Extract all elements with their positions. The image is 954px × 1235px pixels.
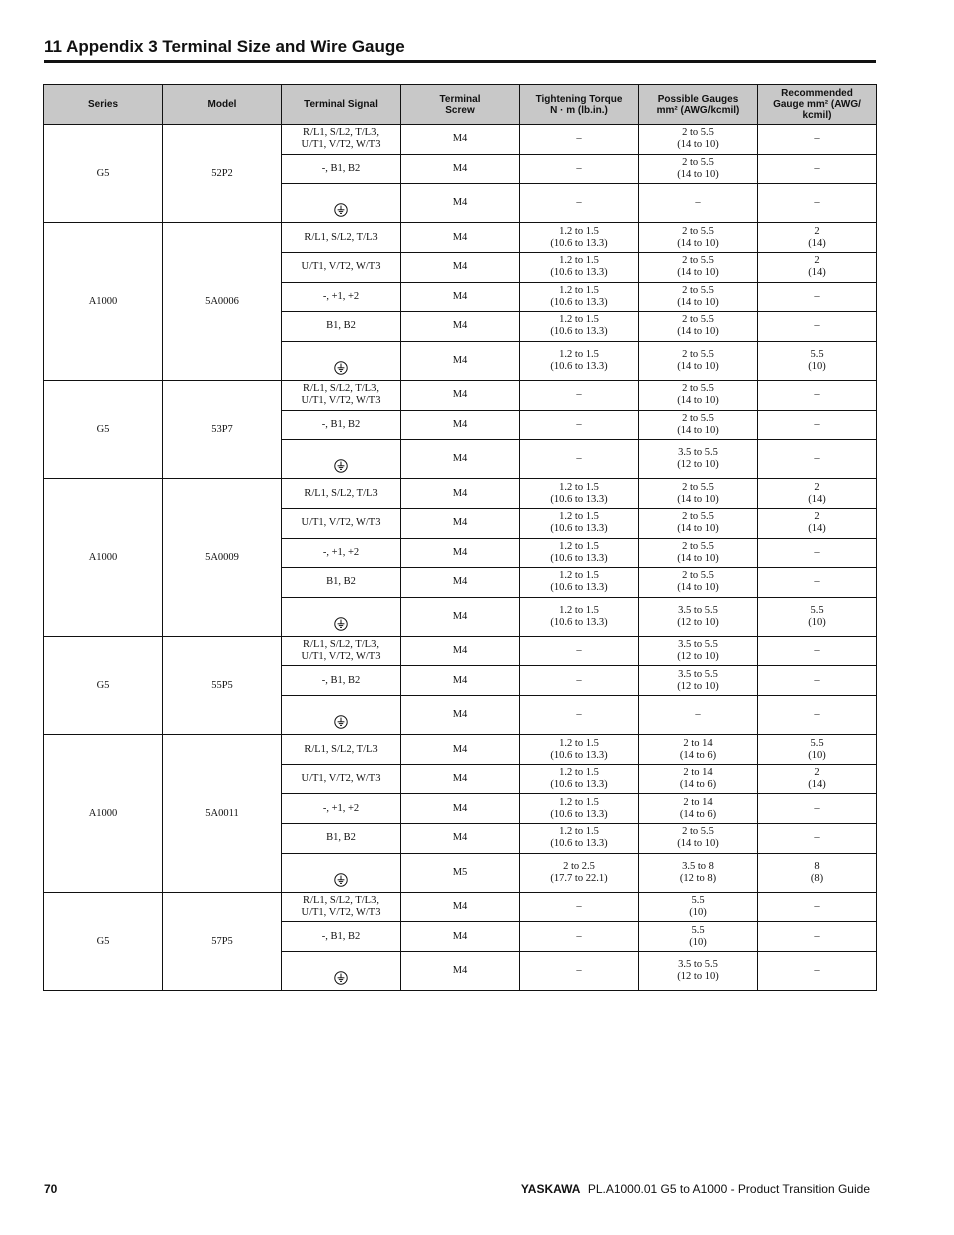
terminal-screw-cell: M4 [401,952,520,991]
terminal-signal-cell: U/T1, V/T2, W/T3 [282,508,401,538]
tightening-torque-cell: 1.2 to 1.5 (10.6 to 13.3) [520,252,639,282]
possible-gauges-cell: 2 to 14 (14 to 6) [639,764,758,794]
tightening-torque-cell: 1.2 to 1.5 (10.6 to 13.3) [520,735,639,765]
table-row [44,380,877,410]
table-row [44,636,877,666]
recommended-gauge-cell: – [758,636,877,666]
terminal-screw-cell: M4 [401,636,520,666]
terminal-size-table [43,84,877,991]
header-recommended-gauge: Recommended Gauge mm² (AWG/ kcmil) [758,85,877,125]
recommended-gauge-cell: 8 (8) [758,853,877,892]
terminal-screw-cell: M4 [401,184,520,223]
terminal-screw-cell: M4 [401,125,520,155]
terminal-signal-cell [282,952,401,991]
tightening-torque-cell: – [520,125,639,155]
model-cell: 53P7 [163,380,282,478]
terminal-screw-cell: M4 [401,597,520,636]
tightening-torque-cell: – [520,154,639,184]
tightening-torque-cell: 1.2 to 1.5 (10.6 to 13.3) [520,568,639,598]
possible-gauges-cell: 2 to 5.5 (14 to 10) [639,282,758,312]
terminal-screw-cell: M4 [401,252,520,282]
terminal-screw-cell: M4 [401,479,520,509]
terminal-signal-cell: -, +1, +2 [282,794,401,824]
title-rule [44,60,876,63]
terminal-signal-cell: B1, B2 [282,312,401,342]
terminal-signal-cell: R/L1, S/L2, T/L3, U/T1, V/T2, W/T3 [282,125,401,155]
terminal-screw-cell: M4 [401,341,520,380]
recommended-gauge-cell: – [758,666,877,696]
terminal-screw-cell: M4 [401,735,520,765]
tightening-torque-cell: 1.2 to 1.5 (10.6 to 13.3) [520,223,639,253]
possible-gauges-cell: 3.5 to 5.5 (12 to 10) [639,440,758,479]
recommended-gauge-cell: – [758,125,877,155]
tightening-torque-cell: 1.2 to 1.5 (10.6 to 13.3) [520,794,639,824]
terminal-signal-cell [282,696,401,735]
recommended-gauge-cell: – [758,696,877,735]
possible-gauges-cell: 2 to 5.5 (14 to 10) [639,312,758,342]
model-cell: 5A0006 [163,223,282,381]
tightening-torque-cell: 1.2 to 1.5 (10.6 to 13.3) [520,597,639,636]
series-cell: A1000 [44,735,163,893]
possible-gauges-cell: 2 to 5.5 (14 to 10) [639,154,758,184]
header-series: Series [44,85,163,125]
ground-icon [334,879,348,890]
terminal-signal-cell: U/T1, V/T2, W/T3 [282,252,401,282]
terminal-signal-cell: -, B1, B2 [282,154,401,184]
terminal-signal-cell: -, +1, +2 [282,282,401,312]
terminal-screw-cell: M4 [401,223,520,253]
terminal-signal-cell: U/T1, V/T2, W/T3 [282,764,401,794]
tightening-torque-cell: – [520,184,639,223]
possible-gauges-cell: 2 to 5.5 (14 to 10) [639,538,758,568]
tightening-torque-cell: – [520,666,639,696]
possible-gauges-cell: – [639,696,758,735]
possible-gauges-cell: 2 to 5.5 (14 to 10) [639,479,758,509]
terminal-screw-cell: M4 [401,508,520,538]
terminal-signal-cell: R/L1, S/L2, T/L3 [282,223,401,253]
header-tightening-torque: Tightening Torque N · m (lb.in.) [520,85,639,125]
possible-gauges-cell: 3.5 to 8 (12 to 8) [639,853,758,892]
header-model: Model [163,85,282,125]
footer-document-title: PL.A1000.01 G5 to A1000 - Product Transition Guide [587,1182,870,1196]
terminal-screw-cell: M4 [401,312,520,342]
recommended-gauge-cell: – [758,952,877,991]
model-cell: 5A0009 [163,479,282,637]
ground-icon [334,623,348,634]
terminal-signal-cell: R/L1, S/L2, T/L3, U/T1, V/T2, W/T3 [282,380,401,410]
recommended-gauge-cell: 2 (14) [758,764,877,794]
possible-gauges-cell: 5.5 (10) [639,922,758,952]
terminal-screw-cell: M4 [401,380,520,410]
tightening-torque-cell: – [520,952,639,991]
possible-gauges-cell: 2 to 5.5 (14 to 10) [639,125,758,155]
table-body [44,125,877,991]
terminal-screw-cell: M4 [401,410,520,440]
terminal-screw-cell: M4 [401,922,520,952]
recommended-gauge-cell: – [758,824,877,854]
tightening-torque-cell: 1.2 to 1.5 (10.6 to 13.3) [520,282,639,312]
table-row [44,479,877,509]
possible-gauges-cell: – [639,184,758,223]
terminal-signal-cell: -, +1, +2 [282,538,401,568]
footer-brand: YASKAWA [520,1182,581,1196]
possible-gauges-cell: 2 to 5.5 (14 to 10) [639,341,758,380]
possible-gauges-cell: 2 to 5.5 (14 to 10) [639,380,758,410]
series-cell: G5 [44,892,163,990]
recommended-gauge-cell: – [758,312,877,342]
terminal-signal-cell [282,853,401,892]
recommended-gauge-cell: 5.5 (10) [758,735,877,765]
header-terminal-signal: Terminal Signal [282,85,401,125]
recommended-gauge-cell: – [758,282,877,312]
terminal-signal-cell [282,440,401,479]
recommended-gauge-cell: – [758,410,877,440]
table-row [44,125,877,155]
tightening-torque-cell: 1.2 to 1.5 (10.6 to 13.3) [520,479,639,509]
terminal-screw-cell: M4 [401,282,520,312]
possible-gauges-cell: 2 to 5.5 (14 to 10) [639,508,758,538]
model-cell: 52P2 [163,125,282,223]
recommended-gauge-cell: – [758,922,877,952]
terminal-signal-cell: R/L1, S/L2, T/L3 [282,735,401,765]
series-cell: G5 [44,636,163,734]
terminal-screw-cell: M4 [401,538,520,568]
tightening-torque-cell: – [520,440,639,479]
terminal-screw-cell: M4 [401,824,520,854]
series-cell: A1000 [44,479,163,637]
ground-icon [334,209,348,220]
terminal-screw-cell: M4 [401,892,520,922]
recommended-gauge-cell: – [758,154,877,184]
series-cell: G5 [44,380,163,478]
possible-gauges-cell: 5.5 (10) [639,892,758,922]
tightening-torque-cell: – [520,380,639,410]
tightening-torque-cell: 2 to 2.5 (17.7 to 22.1) [520,853,639,892]
possible-gauges-cell: 2 to 5.5 (14 to 10) [639,824,758,854]
tightening-torque-cell: 1.2 to 1.5 (10.6 to 13.3) [520,508,639,538]
possible-gauges-cell: 3.5 to 5.5 (12 to 10) [639,597,758,636]
recommended-gauge-cell: 2 (14) [758,479,877,509]
recommended-gauge-cell: 2 (14) [758,252,877,282]
terminal-signal-cell: B1, B2 [282,824,401,854]
terminal-screw-cell: M4 [401,154,520,184]
terminal-signal-cell [282,341,401,380]
series-cell: A1000 [44,223,163,381]
model-cell: 5A0011 [163,735,282,893]
series-cell: G5 [44,125,163,223]
table-header-row [44,85,877,125]
tightening-torque-cell: 1.2 to 1.5 (10.6 to 13.3) [520,312,639,342]
recommended-gauge-cell: 5.5 (10) [758,341,877,380]
terminal-screw-cell: M4 [401,666,520,696]
terminal-screw-cell: M4 [401,764,520,794]
ground-icon [334,721,348,732]
terminal-screw-cell: M5 [401,853,520,892]
page-number: 70 [44,1182,58,1196]
terminal-signal-cell: R/L1, S/L2, T/L3, U/T1, V/T2, W/T3 [282,892,401,922]
table-row [44,223,877,253]
terminal-signal-cell: -, B1, B2 [282,410,401,440]
possible-gauges-cell: 2 to 14 (14 to 6) [639,735,758,765]
possible-gauges-cell: 2 to 14 (14 to 6) [639,794,758,824]
terminal-screw-cell: M4 [401,440,520,479]
terminal-signal-cell: R/L1, S/L2, T/L3 [282,479,401,509]
recommended-gauge-cell: – [758,568,877,598]
possible-gauges-cell: 2 to 5.5 (14 to 10) [639,252,758,282]
terminal-signal-cell [282,597,401,636]
table-row [44,735,877,765]
ground-icon [334,977,348,988]
header-terminal-screw: Terminal Screw [401,85,520,125]
tightening-torque-cell: – [520,892,639,922]
tightening-torque-cell: – [520,696,639,735]
terminal-signal-cell: -, B1, B2 [282,922,401,952]
table-row [44,892,877,922]
possible-gauges-cell: 3.5 to 5.5 (12 to 10) [639,952,758,991]
recommended-gauge-cell: 2 (14) [758,223,877,253]
header-possible-gauges: Possible Gauges mm² (AWG/kcmil) [639,85,758,125]
tightening-torque-cell: – [520,410,639,440]
recommended-gauge-cell: – [758,794,877,824]
tightening-torque-cell: 1.2 to 1.5 (10.6 to 13.3) [520,341,639,380]
terminal-signal-cell: B1, B2 [282,568,401,598]
recommended-gauge-cell: – [758,184,877,223]
recommended-gauge-cell: – [758,538,877,568]
possible-gauges-cell: 2 to 5.5 (14 to 10) [639,410,758,440]
model-cell: 55P5 [163,636,282,734]
terminal-signal-cell: -, B1, B2 [282,666,401,696]
tightening-torque-cell: – [520,922,639,952]
recommended-gauge-cell: – [758,892,877,922]
tightening-torque-cell: 1.2 to 1.5 (10.6 to 13.3) [520,538,639,568]
ground-icon [334,465,348,476]
recommended-gauge-cell: – [758,440,877,479]
terminal-screw-cell: M4 [401,794,520,824]
recommended-gauge-cell: 5.5 (10) [758,597,877,636]
terminal-screw-cell: M4 [401,696,520,735]
possible-gauges-cell: 3.5 to 5.5 (12 to 10) [639,636,758,666]
tightening-torque-cell: 1.2 to 1.5 (10.6 to 13.3) [520,764,639,794]
ground-icon [334,367,348,378]
terminal-screw-cell: M4 [401,568,520,598]
footer [521,1182,870,1196]
model-cell: 57P5 [163,892,282,990]
recommended-gauge-cell: – [758,380,877,410]
tightening-torque-cell: 1.2 to 1.5 (10.6 to 13.3) [520,824,639,854]
terminal-signal-cell: R/L1, S/L2, T/L3, U/T1, V/T2, W/T3 [282,636,401,666]
possible-gauges-cell: 3.5 to 5.5 (12 to 10) [639,666,758,696]
possible-gauges-cell: 2 to 5.5 (14 to 10) [639,568,758,598]
possible-gauges-cell: 2 to 5.5 (14 to 10) [639,223,758,253]
recommended-gauge-cell: 2 (14) [758,508,877,538]
tightening-torque-cell: – [520,636,639,666]
terminal-signal-cell [282,184,401,223]
page-title: 11 Appendix 3 Terminal Size and Wire Gauge [44,37,405,56]
